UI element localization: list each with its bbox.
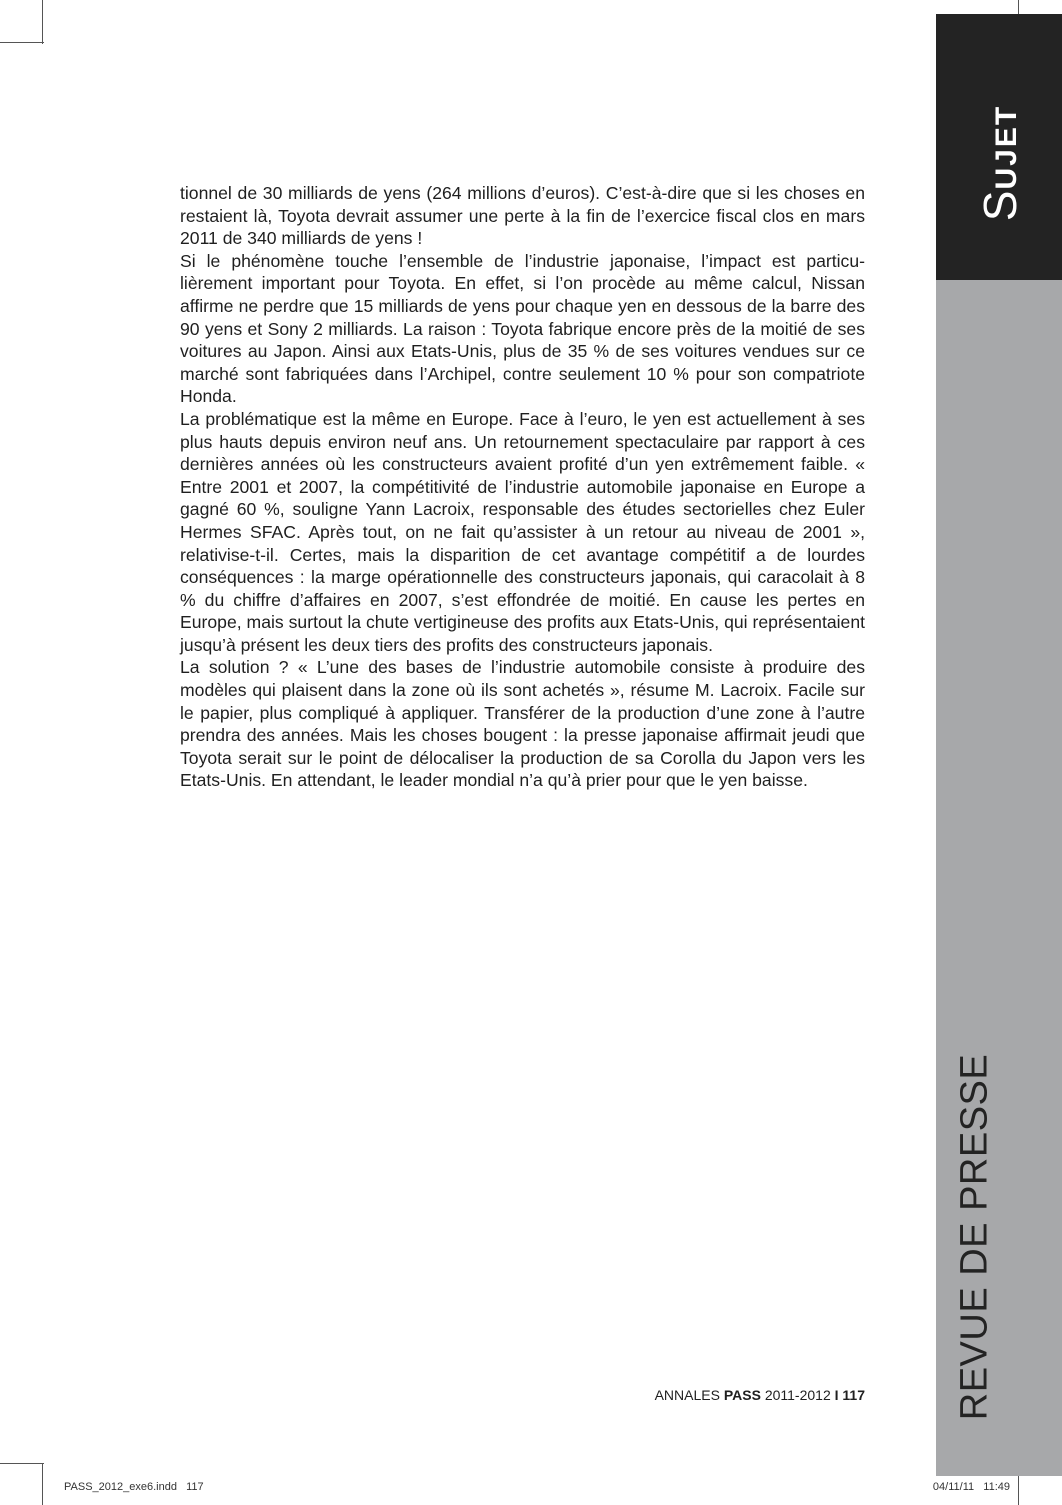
footer-pass: PASS [723,1387,761,1403]
crop-mark [42,0,43,44]
footer-years: 2011-2012 [764,1387,831,1403]
paragraph: Si le phénomène touche l’ensemble de l’industrie japonaise, l’impact est particulièrement important pour Toyota. En effet, si l’on procède au même calcul, Nissan affirme ne perdre que 15 milliards de yens pour chaque yen en dessous de la barre des 90 yens et Sony 2 milliards. La raison : Toyota fabrique encore près de la moitié de ses voitures au Japon. Ainsi aux Etats-Unis, plus de 35 % de ses voitures vendues sur ce marché sont fabriquées dans l’Archipel, contre seulement 10 % pour son compatriote Honda. [180,250,865,407]
section-initial: S [974,189,1026,222]
slug-file: PASS_2012_exe6.indd 117 [64,1481,204,1493]
paragraph: La problématique est la même en Europe. Face à l’euro, le yen est actuellement à ses plus hauts depuis environ neuf ans. Un retournement spectaculaire par rapport à ces dernières années où les constructeurs avaient profité d’un yen extrêmement faible. « Entre 2001 et 2007, la compétitivité de l’industrie automobile japonaise en Europe a gagné 60 %, souligne Yann Lacroix, responsable des études sectorielles chez Euler Hermes SFAC. Après tout, on ne fait qu’assister à un retour au niveau de 2001 », relativise-t-il. Certes, mais la disparition de cet avantage compétitif a de lourdes conséquences : la marge opérationnelle des constructeurs japonais, qui caracolait à 8 % du chiffre d’affaires en 2007, s’est effondrée de moitié. En cause les pertes en Europe, mais surtout la chute vertigineuse des profits aux Etats-Unis, qui représentaient jusqu’à présent les deux tiers des profits des constructeurs japonais. [180,408,865,655]
slug-datetime: 04/11/11 11:49 [932,1481,1010,1493]
footer-annales: ANNALES [654,1387,720,1403]
crop-mark [0,1463,44,1464]
category-label: REVUE DE PRESSE [953,1053,996,1421]
page-footer [655,1387,865,1403]
article-body [180,182,865,792]
paragraph: tionnel de 30 milliards de yens (264 millions d’euros). C’est-à-dire que si les choses en restaient là, Toyota devrait assumer une perte à la fin de l’exercice fiscal clos en mars 2011 de 340 milliards de yens ! [180,183,865,249]
page-number: 117 [842,1387,865,1403]
footer-separator: I [834,1387,839,1403]
section-rest: UJET [990,104,1023,190]
paragraph: La solution ? « L’une des bases de l’industrie automobile consiste à produire des modèles qui plaisent dans la zone où ils sont achetés », résume M. Lacroix. Facile sur le papier, plus compliqué à appliquer. Transférer de la production d’une zone à l’autre prendra des années. Mais les choses bougent : la presse japonaise affirmait jeudi que Toyota serait sur le point de délocaliser la production de sa Corolla du Japon vers les Etats-Unis. En attendant, le leader mondial n’a qu’à prier pour que le yen baisse. [180,657,865,791]
crop-mark [42,1463,43,1505]
crop-mark [0,42,44,43]
section-label [973,105,1027,221]
